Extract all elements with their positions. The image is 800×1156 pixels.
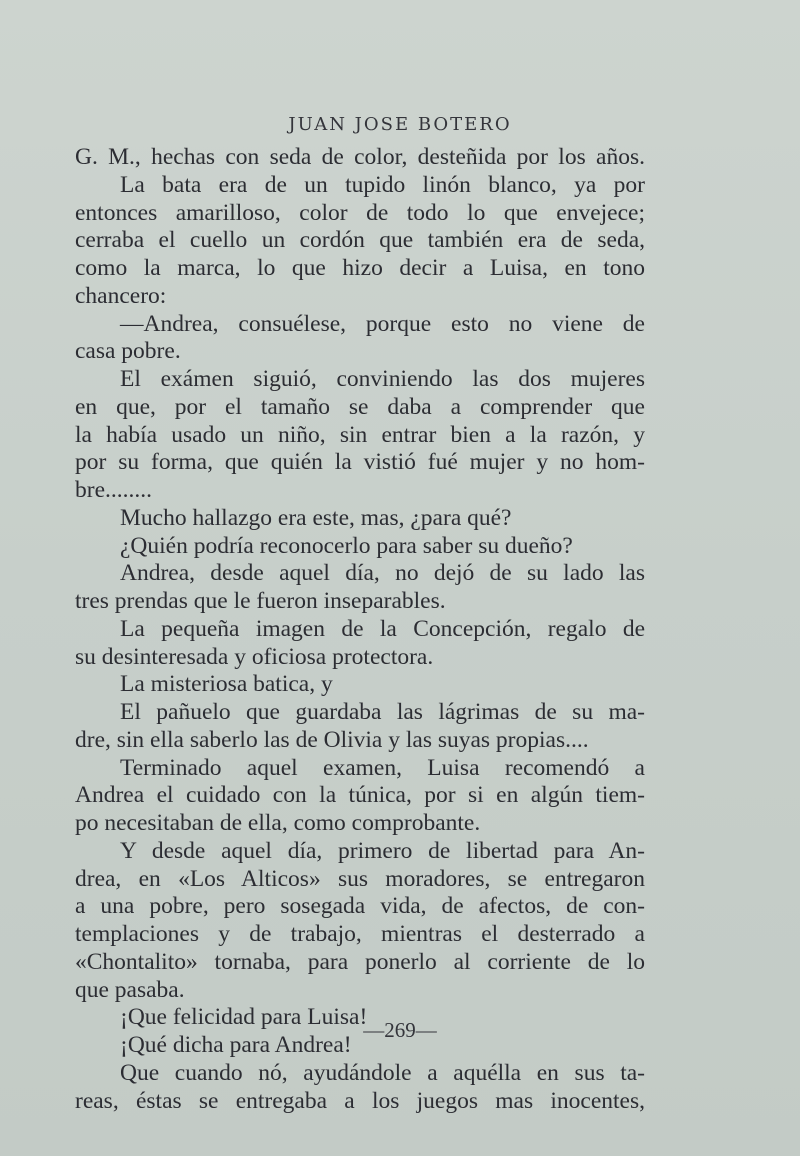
text-line: Que cuando nó, ayudándole a aquélla en sus ta- — [120, 1059, 645, 1086]
text-line: casa pobre. — [75, 338, 181, 365]
text-line: El exámen siguió, conviniendo las dos mujeres — [120, 366, 645, 392]
page-number: —269— — [363, 1018, 437, 1042]
text-line: en que, por el tamaño se daba a comprender que — [75, 393, 645, 420]
text-line: Y desde aquel día, primero de libertad para An- — [120, 837, 645, 864]
text-line: Terminado aquel examen, Luisa recomendó a — [120, 754, 645, 781]
text-line: la había usado un niño, sin entrar bien a la razón, y — [75, 421, 645, 448]
text-line: La pequeña imagen de la Concepción, regalo de — [120, 615, 645, 642]
text-line: su desinteresada y oficiosa protectora. — [75, 643, 434, 670]
text-line: La misteriosa batica, y — [120, 671, 333, 698]
text-line: La bata era de un tupido linón blanco, ya por — [120, 171, 645, 198]
text-line: dre, sin ella saberlo las de Olivia y las suyas propias.... — [75, 726, 589, 753]
text-line: «Chontalito» tornaba, para ponerlo al corriente de lo — [75, 948, 645, 975]
text-line: —Andrea, consuélese, porque esto no viene de — [120, 310, 645, 337]
running-head: JUAN JOSE BOTERO — [288, 114, 512, 135]
text-line: El pañuelo que guardaba las lágrimas de su ma- — [120, 699, 645, 725]
text-line: cerraba el cuello un cordón que también era de seda, — [75, 227, 645, 254]
text-line: ¡Que felicidad para Luisa! — [120, 1004, 368, 1031]
text-line: Andrea, desde aquel día, no dejó de su lado las — [120, 560, 645, 587]
text-line: Andrea el cuidado con la túnica, por si en algún tiem- — [75, 782, 645, 809]
text-line: po necesitaban de ella, como comprobante. — [75, 810, 481, 836]
text-line: por su forma, que quién la vistió fué mujer y no hom- — [75, 449, 645, 476]
body-text — [75, 144, 645, 1115]
text-line: ¡Qué dicha para Andrea! — [120, 1032, 352, 1058]
text-line: tres prendas que le fueron inseparables. — [75, 588, 446, 614]
text-line: a una pobre, pero sosegada vida, de afectos, de con- — [75, 893, 645, 920]
text-line: entonces amarilloso, color de todo lo que envejece; — [75, 199, 645, 226]
text-line: como la marca, lo que hizo decir a Luisa, en tono — [75, 255, 645, 281]
text-line: bre........ — [75, 477, 153, 503]
text-line: Mucho hallazgo era este, mas, ¿para qué? — [120, 504, 512, 531]
text-line: reas, éstas se entregaba a los juegos mas inocentes, — [75, 1087, 645, 1114]
text-line: templaciones y de trabajo, mientras el desterrado a — [75, 921, 645, 947]
text-line: chancero: — [75, 282, 167, 309]
text-line: G. M., hechas con seda de color, desteñida por los años. — [75, 144, 645, 170]
text-line: drea, en «Los Alticos» sus moradores, se entregaron — [75, 865, 645, 892]
text-line: ¿Quién podría reconocerlo para saber su dueño? — [120, 532, 573, 559]
text-line: que pasaba. — [75, 976, 185, 1003]
